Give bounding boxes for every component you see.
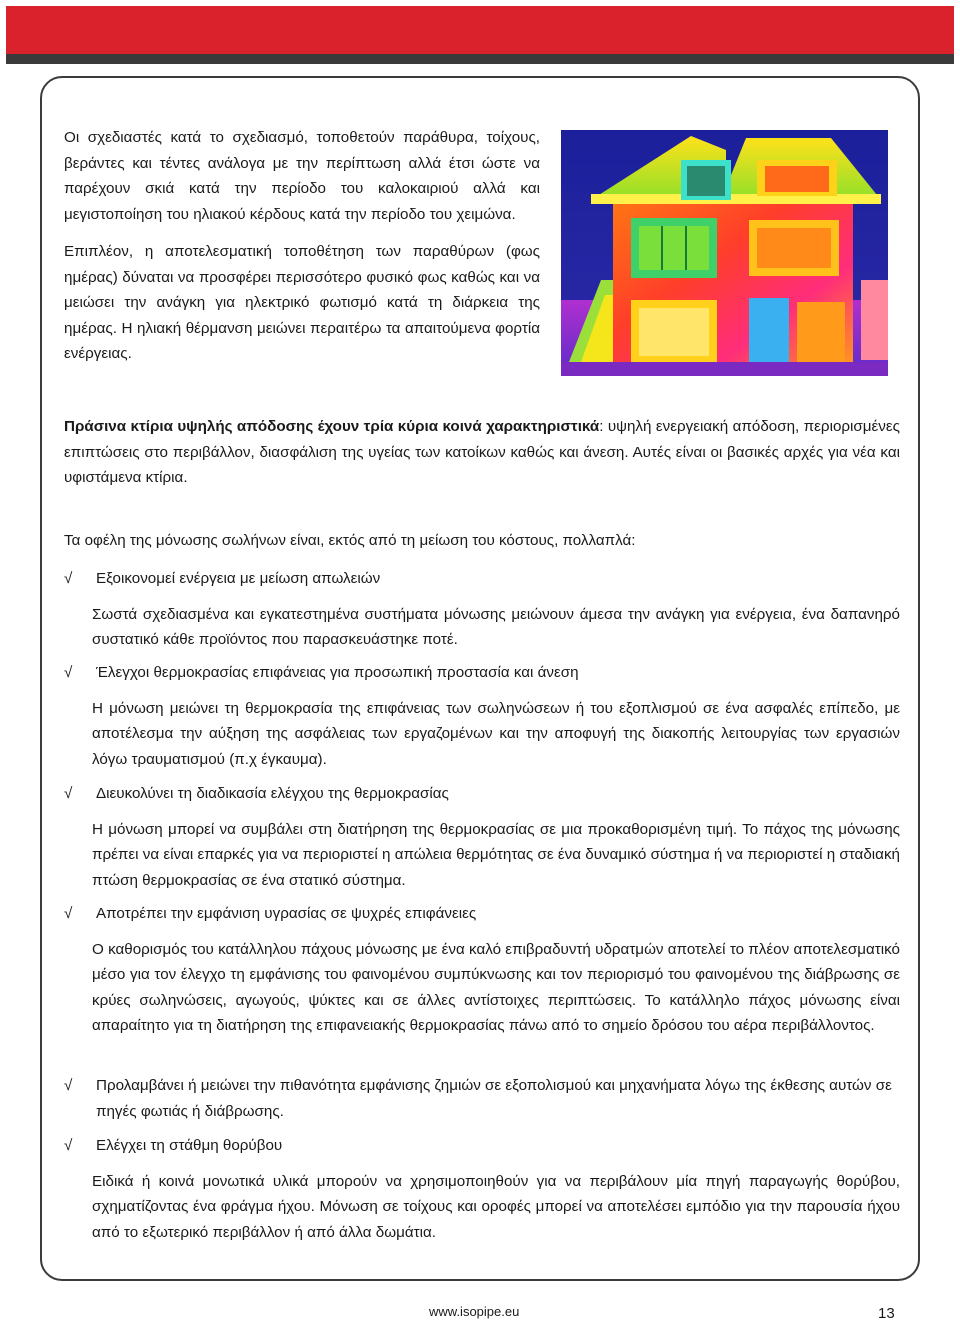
benefit-heading: Έλεγχοι θερμοκρασίας επιφάνειας για προσωπική προστασία και άνεση bbox=[96, 664, 579, 681]
footer-url[interactable]: www.isopipe.eu bbox=[429, 1304, 520, 1319]
green-buildings-rest: : υψηλή ενεργειακή απόδοση, περιορισμένες επιπτώσεις στο περιβάλλον, διασφάλιση της υγείας των κατοίκων καθώς και άνεση. Αυτές είναι οι βασικές αρχές για νέα και υφιστάμενα κτίρια. bbox=[64, 418, 900, 486]
green-buildings-bold: Πράσινα κτίρια υψηλής απόδοσης έχουν τρία κύρια κοινά χαρακτηριστικά bbox=[64, 418, 600, 435]
benefit-body: Η μόνωση μειώνει τη θερμοκρασία της επιφάνειας των σωληνώσεων ή του εξοπλισμού σε ένα ασφαλές επίπεδο, με αποτέλεσμα την αύξηση της ασφάλειας των εργαζομένων και την αποφυγή της διακοπής λειτουργίας των εργασιών λόγω τραυματισμού (π.χ έγκαυμα). bbox=[92, 699, 900, 768]
benefit-item bbox=[64, 781, 900, 893]
header-bar-shadow bbox=[6, 54, 954, 64]
header-bar bbox=[6, 6, 954, 54]
check-icon: √ bbox=[64, 785, 73, 802]
benefit-heading: Αποτρέπει την εμφάνιση υγρασίας σε ψυχρές επιφάνειες bbox=[96, 905, 477, 922]
benefit-heading: Εξοικονομεί ενέργεια με μείωση απωλειών bbox=[96, 570, 381, 587]
intro-text bbox=[64, 125, 540, 379]
benefits-intro: Τα οφέλη της μόνωσης σωλήνων είναι, εκτός από τη μείωση του κόστους, πολλαπλά: bbox=[64, 532, 636, 549]
intro-paragraph-1: Οι σχεδιαστές κατά το σχεδιασμό, τοποθετούν παράθυρα, τοίχους, βεράντες και τέντες ανάλογα με την περίπτωση αλλά έτσι ώστε να παρέχουν σκιά κατά την περίοδο του καλοκαιριού αλλά και μεγιστοποίηση του ηλιακού κέρδους κατά την περίοδο του χειμώνα. bbox=[64, 129, 540, 223]
benefit-body: Σωστά σχεδιασμένα και εγκατεστημένα συστήματα μόνωσης μειώνουν άμεσα την ανάγκη για ενέργεια, ένα δαπανηρό συστατικό κάθε προϊόντος που παρασκευάστηκε ποτέ. bbox=[92, 605, 900, 648]
benefit-heading: Προλαμβάνει ή μειώνει την πιθανότητα εμφάνισης ζημιών σε εξοπολισμού και μηχανήματα λόγω της έκθεσης αυτών σε πηγές φωτιάς ή διάβρωσης. bbox=[96, 1077, 892, 1120]
benefit-item bbox=[64, 1133, 900, 1245]
check-icon: √ bbox=[64, 570, 73, 587]
benefit-body: Ο καθορισμός του κατάλληλου πάχους μόνωσης με ένα καλό επιβραδυντή υδρατμών αποτελεί το πλέον αποτελεσματικό μέσο για τον έλεγχο τη εμφάνισης του φαινομένου συμπύκνωσης και τον περιορισμό του φαινομένου της διάβρωσης σε κρύες σωληνώσεις, αγωγούς, ψύκτες και σε άλλες αντίστοιχες περιπτώσεις. Το κατάλληλο πάχος μόνωσης είναι απαραίτητο για τη διατήρηση της επιφανειακής θερμοκρασίας πάνω από το σημείο δρόσου του αέρα περιβάλλοντος. bbox=[92, 940, 900, 1034]
page-number: 13 bbox=[878, 1305, 895, 1322]
benefit-item bbox=[64, 901, 900, 1039]
benefit-heading: Ελέγχει τη στάθμη θορύβου bbox=[96, 1137, 283, 1154]
thermal-house-image bbox=[561, 130, 888, 376]
check-icon: √ bbox=[64, 905, 73, 922]
benefit-heading: Διευκολύνει τη διαδικασία ελέγχου της θερμοκρασίας bbox=[96, 785, 449, 802]
check-icon: √ bbox=[64, 664, 73, 681]
benefit-item bbox=[64, 660, 900, 772]
benefit-body: Ειδικά ή κοινά μονωτικά υλικά μπορούν να χρησιμοποιηθούν για να περιβάλουν μία πηγή παραγωγής θορύβου, σχηματίζοντας ένα φράγμα ήχου. Μόνωση σε τοίχους και οροφές μπορεί να αποτελέσει εμπόδιο για την παρουσία ήχου από το εξωτερικό περιβάλλον ή από άλλα δωμάτια. bbox=[92, 1172, 900, 1241]
check-icon: √ bbox=[64, 1077, 73, 1094]
green-buildings-paragraph bbox=[64, 414, 900, 491]
intro-paragraph-2: Επιπλέον, η αποτελεσματική τοποθέτηση των παραθύρων (φως ημέρας) δύναται να προσφέρει περισσότερο φυσικό φως καθώς και να μειώσει την ανάγκη για ηλεκτρικό φωτισμό κατά τη διάρκεια της ημέρας. Η ηλιακή θέρμανση μειώνει περαιτέρω τα απαιτούμενα φορτία ενέργειας. bbox=[64, 243, 540, 362]
benefit-body: Η μόνωση μπορεί να συμβάλει στη διατήρηση της θερμοκρασίας σε μια προκαθορισμένη τιμή. Το πάχος της μόνωσης πρέπει να είναι επαρκές για να περιοριστεί η απώλεια θερμότητας σε ένα δυναμικό σύστημα ή να περιοριστεί η σταδιακή πτώση θερμοκρασίας σε ένα στατικό σύστημα. bbox=[92, 820, 900, 889]
check-icon: √ bbox=[64, 1137, 73, 1154]
benefit-item bbox=[64, 566, 900, 653]
benefit-item bbox=[64, 1073, 900, 1124]
